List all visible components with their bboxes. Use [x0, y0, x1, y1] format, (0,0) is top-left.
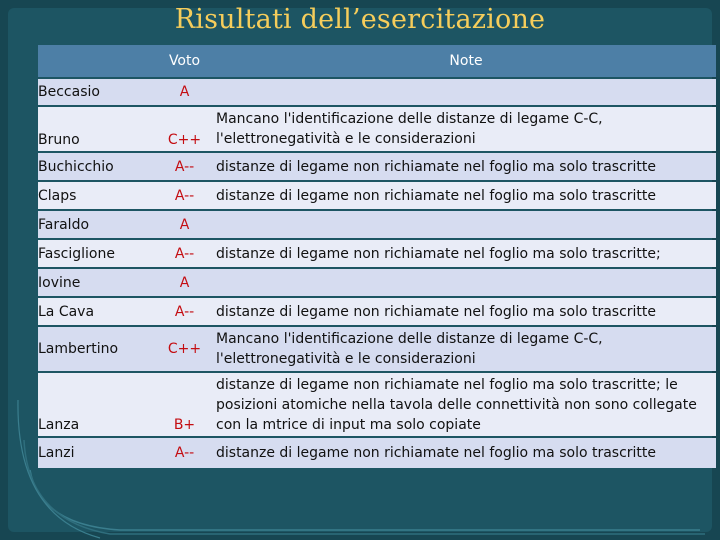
student-grade: A-- [153, 240, 216, 267]
student-notes: Mancano l'identificazione delle distanze di legame C-C, l'elettronegatività e le considerazioni [216, 327, 716, 371]
table-row [38, 373, 716, 436]
table-row [38, 211, 716, 238]
student-grade: A-- [153, 182, 216, 209]
student-grade: B+ [153, 373, 216, 436]
table-row [38, 153, 716, 180]
header-notes: Note [216, 45, 716, 77]
student-grade: A-- [153, 438, 216, 468]
student-name: Faraldo [38, 211, 153, 238]
student-notes [216, 269, 716, 296]
table-header-row [38, 45, 716, 77]
student-notes: distanze di legame non richiamate nel foglio ma solo trascritte; [216, 240, 716, 267]
student-notes: Mancano l'identificazione delle distanze di legame C-C, l'elettronegatività e le considerazioni [216, 107, 716, 151]
student-name: Beccasio [38, 79, 153, 105]
slide-title: Risultati dell’esercitazione [174, 4, 546, 35]
student-notes: distanze di legame non richiamate nel foglio ma solo trascritte [216, 153, 716, 180]
student-notes: distanze di legame non richiamate nel foglio ma solo trascritte [216, 182, 716, 209]
student-name: Buchicchio [38, 153, 153, 180]
student-grade: A-- [153, 153, 216, 180]
table-row [38, 107, 716, 151]
table-row [38, 438, 716, 468]
student-name: Lambertino [38, 327, 153, 371]
student-notes: distanze di legame non richiamate nel foglio ma solo trascritte [216, 438, 716, 468]
student-name: Bruno [38, 107, 153, 151]
student-name: Fasciglione [38, 240, 153, 267]
student-name: La Cava [38, 298, 153, 325]
table-row [38, 269, 716, 296]
student-grade: C++ [153, 327, 216, 371]
header-grade: Voto [153, 45, 216, 77]
table-row [38, 327, 716, 371]
student-grade: A [153, 211, 216, 238]
student-grade: A [153, 79, 216, 105]
table-row [38, 79, 716, 105]
student-name: Iovine [38, 269, 153, 296]
student-grade: A [153, 269, 216, 296]
table-row [38, 240, 716, 267]
header-name [38, 45, 153, 77]
student-notes: distanze di legame non richiamate nel foglio ma solo trascritte; le posizioni atomiche nella tavola delle connettività non sono collegate con la mtrice di input ma solo copiate [216, 373, 716, 436]
student-name: Lanza [38, 373, 153, 436]
student-notes [216, 211, 716, 238]
table-row [38, 182, 716, 209]
student-notes: distanze di legame non richiamate nel foglio ma solo trascritte [216, 298, 716, 325]
student-grade: A-- [153, 298, 216, 325]
table-row [38, 298, 716, 325]
student-grade: C++ [153, 107, 216, 151]
results-table [38, 43, 716, 470]
student-name: Lanzi [38, 438, 153, 468]
student-name: Claps [38, 182, 153, 209]
student-notes [216, 79, 716, 105]
